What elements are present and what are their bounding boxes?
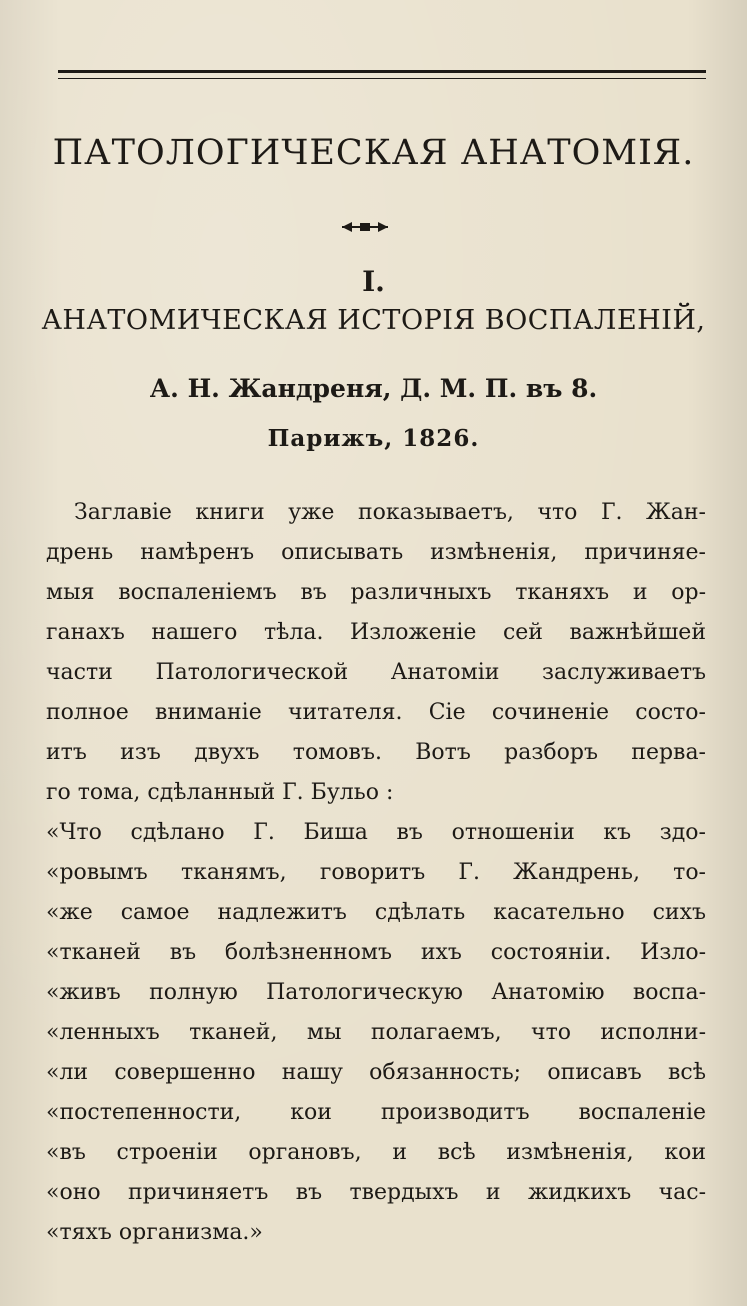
quote-line: «Что сдѣлано Г. Биша въ отношеніи къ здо- (46, 820, 706, 845)
author-line: А. Н. Жандреня, Д. М. П. въ 8. (149, 374, 598, 403)
text-line: Заглавіе книги уже показываетъ, что Г. Жан- (74, 500, 706, 525)
text-line: мыя воспаленіемъ въ различныхъ тканяхъ и ор- (46, 580, 706, 605)
quote-line: «же самое надлежитъ сдѣлать касательно сихъ (46, 900, 706, 925)
section-number: I. (362, 265, 385, 298)
text-line: дрень намѣренъ описывать измѣненія, причиняе- (46, 540, 706, 565)
quote-line: «ровымъ тканямъ, говоритъ Г. Жандрень, то- (46, 860, 706, 885)
quote-line: «тяхъ организма.» (46, 1220, 263, 1245)
text-line: части Патологической Анатоміи заслуживаетъ (46, 660, 706, 685)
page-title: ПАТОЛОГИЧЕСКАЯ АНАТОМІЯ. (52, 133, 695, 173)
publication-place: Парижъ, 1826. (267, 425, 480, 452)
quote-line: «тканей въ болѣзненномъ ихъ состояніи. Изло- (46, 940, 706, 965)
body-paragraph (46, 497, 706, 1257)
quote-line: «живъ полную Патологическую Анатомію воспа- (46, 980, 706, 1005)
text-line: итъ изъ двухъ томовъ. Вотъ разборъ перва- (46, 740, 706, 765)
text-line: ганахъ нашего тѣла. Изложеніе сей важнѣйшей (46, 620, 706, 645)
section-title: АНАТОМИЧЕСКАЯ ИСТОРІЯ ВОСПАЛЕНІЙ, (41, 305, 706, 336)
header-rule-thick (58, 70, 706, 73)
quote-line: «ли совершенно нашу обязанность; описавъ всѣ (46, 1060, 706, 1085)
header-rule-thin (58, 78, 706, 79)
quote-line: «ленныхъ тканей, мы полагаемъ, что исполни- (46, 1020, 706, 1045)
ornament-divider-icon (340, 221, 390, 233)
text-line: го тома, сдѣланный Г. Бульо : (46, 780, 394, 805)
quote-line: «оно причиняетъ въ твердыхъ и жидкихъ час- (46, 1180, 706, 1205)
text-line: полное вниманіе читателя. Сіе сочиненіе состо- (46, 700, 706, 725)
quote-line: «постепенности, кои производитъ воспаленіе (46, 1100, 706, 1125)
quote-line: «въ строеніи органовъ, и всѣ измѣненія, кои (46, 1140, 706, 1165)
